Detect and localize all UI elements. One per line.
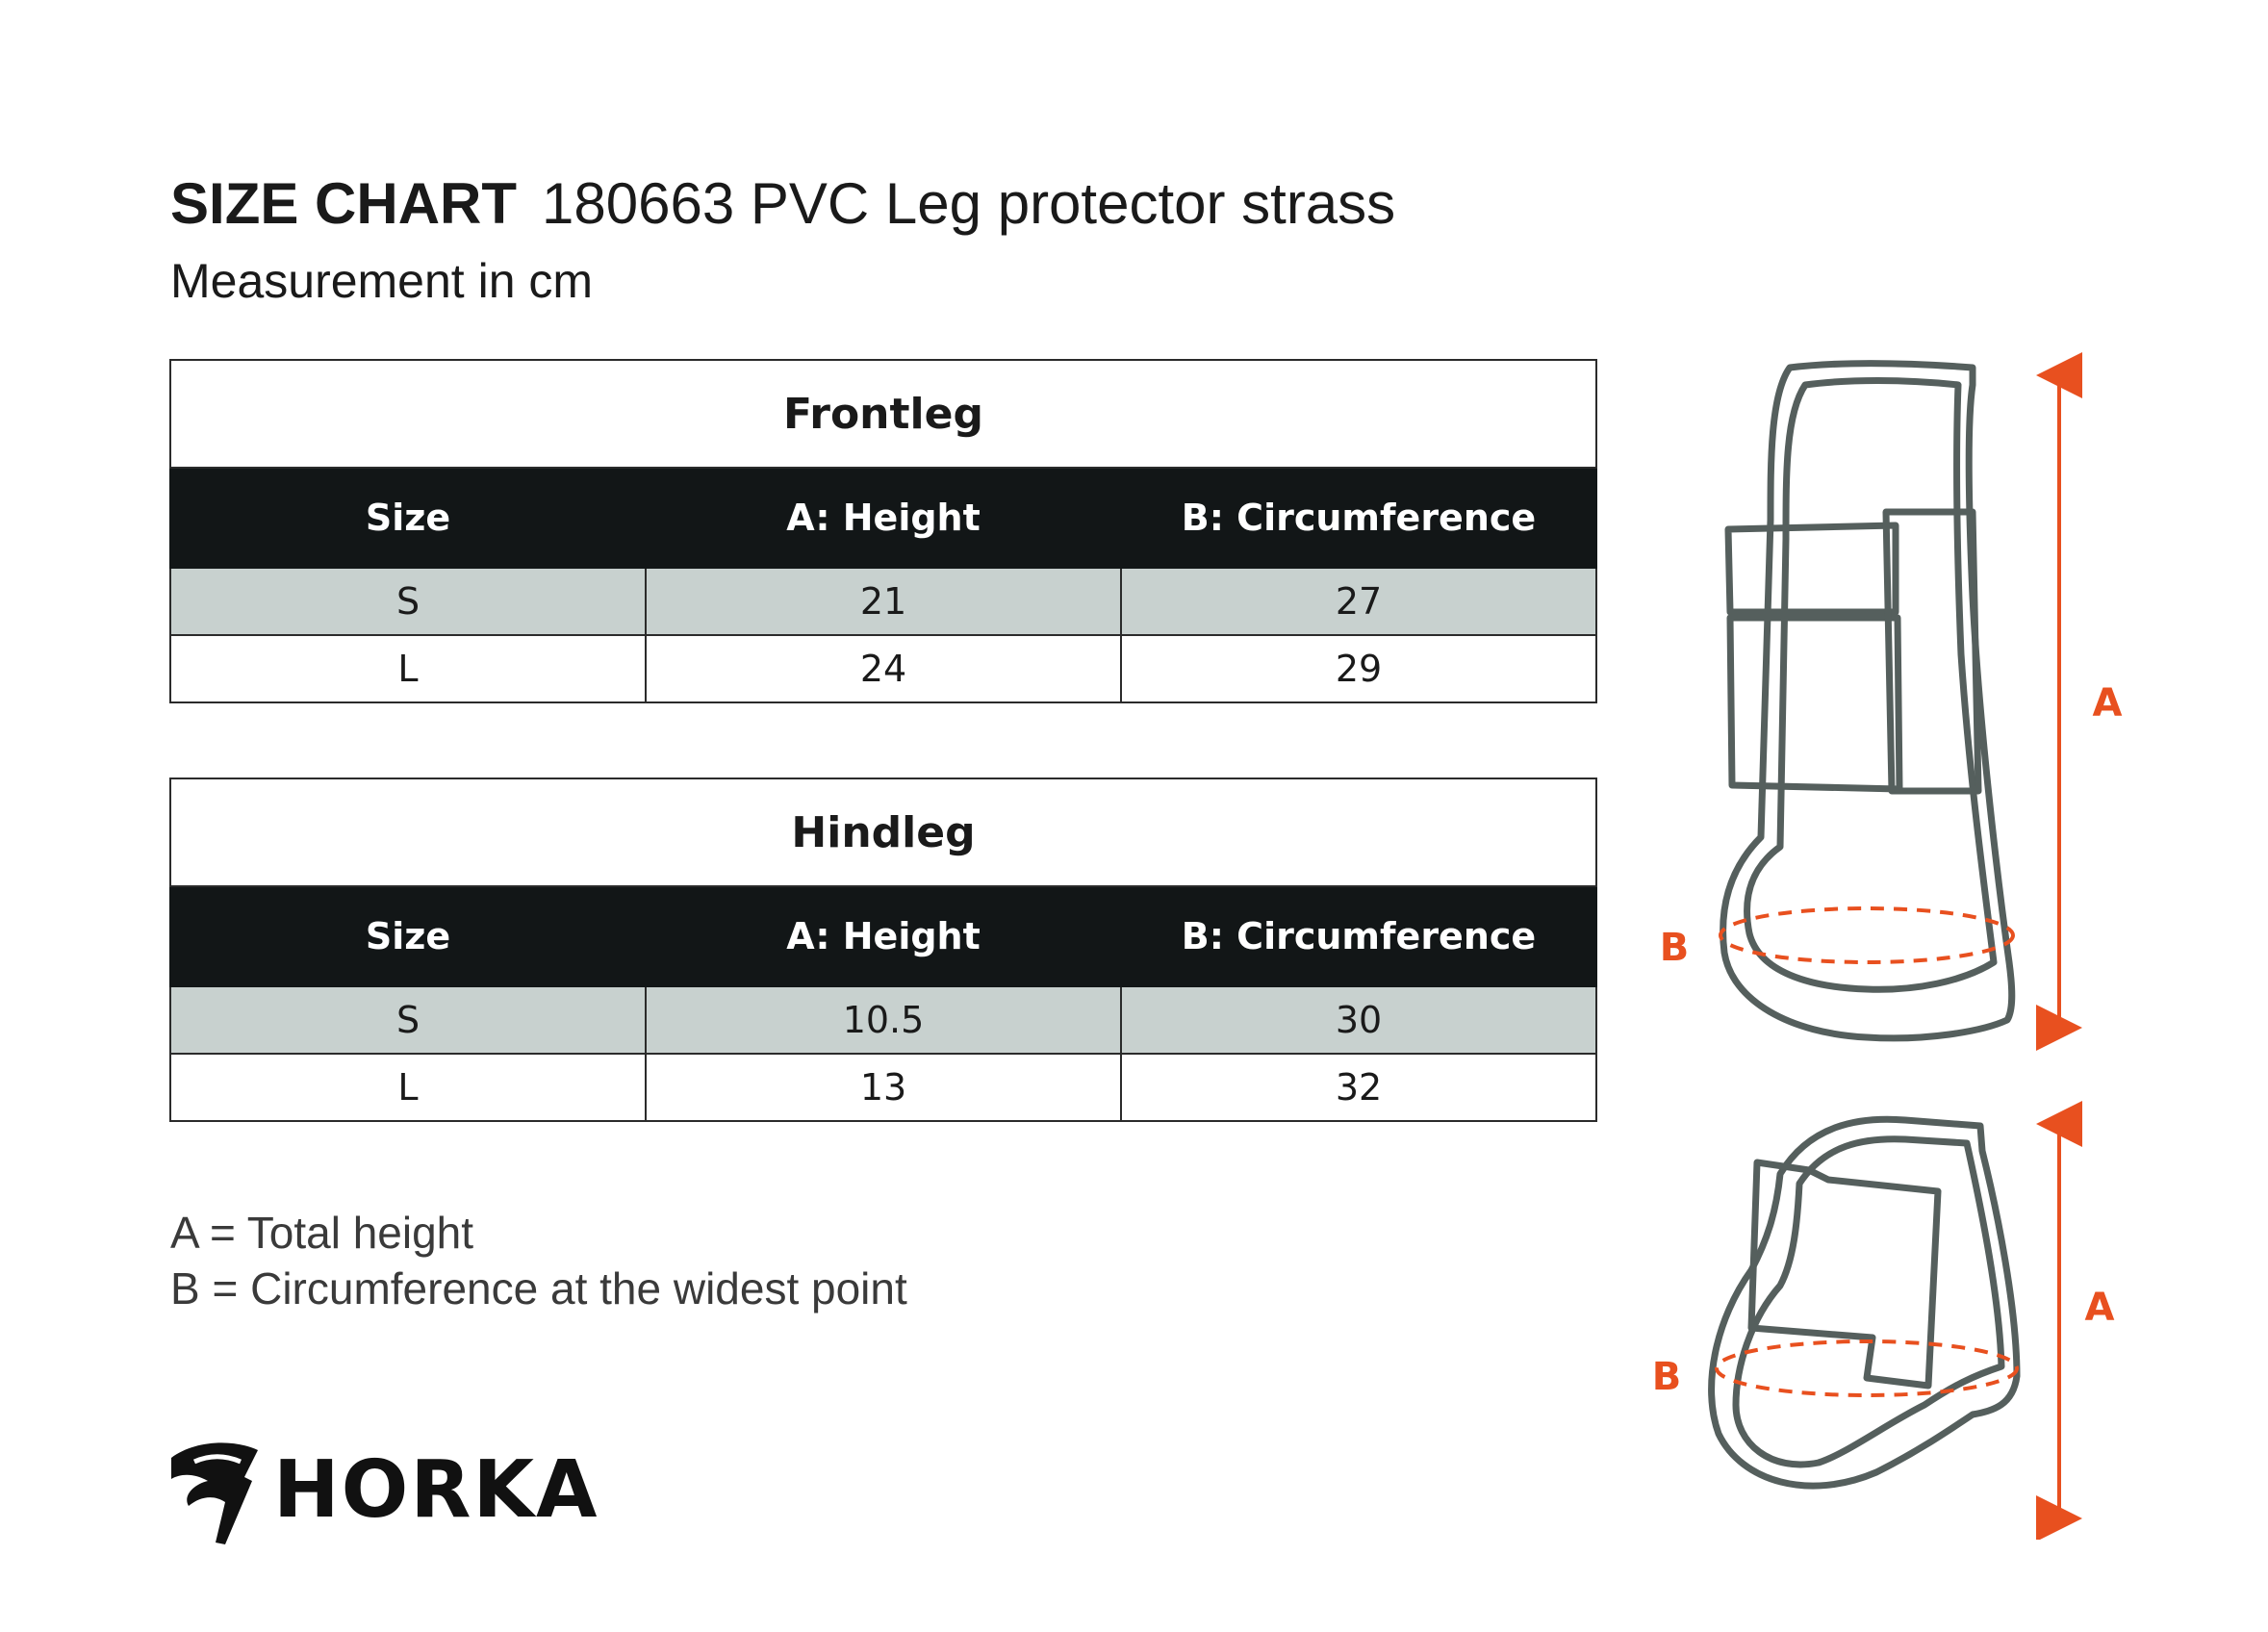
frontleg-circumference-marker bbox=[1720, 908, 2013, 962]
frontleg-label-b: B bbox=[1659, 926, 1690, 970]
table-caption: Hindleg bbox=[170, 778, 1596, 886]
horse-head-icon bbox=[166, 1439, 262, 1544]
hindleg-label-a: A bbox=[2084, 1286, 2115, 1330]
legend-text: = Circumference at the widest point bbox=[212, 1263, 907, 1313]
cell-size: L bbox=[170, 635, 646, 702]
column-header-size: Size bbox=[170, 468, 646, 568]
legend-text: = Total height bbox=[209, 1208, 474, 1258]
hindleg-boot-drawing bbox=[1712, 1119, 2017, 1486]
frontleg-table bbox=[169, 359, 1597, 703]
cell-size: L bbox=[170, 1054, 646, 1121]
legend-key: B bbox=[170, 1263, 200, 1313]
frontleg-boot-drawing bbox=[1723, 364, 2012, 1038]
hindleg-label-b: B bbox=[1651, 1355, 1682, 1399]
table-header-row bbox=[170, 468, 1596, 568]
column-header-circumference: B: Circumference bbox=[1121, 468, 1596, 568]
column-header-size: Size bbox=[170, 886, 646, 986]
measurement-legend bbox=[170, 1205, 907, 1316]
legend-item-b bbox=[170, 1261, 907, 1316]
cell-circumference: 29 bbox=[1121, 635, 1596, 702]
column-header-height: A: Height bbox=[646, 468, 1121, 568]
table-row bbox=[170, 1054, 1596, 1121]
legend-key: A bbox=[170, 1208, 198, 1258]
brand-logo bbox=[166, 1439, 599, 1544]
frontleg-label-a: A bbox=[2092, 681, 2123, 726]
cell-height: 13 bbox=[646, 1054, 1121, 1121]
page-title bbox=[170, 169, 1395, 239]
cell-size: S bbox=[170, 986, 646, 1054]
column-header-height: A: Height bbox=[646, 886, 1121, 986]
table-row bbox=[170, 635, 1596, 702]
table-header-row bbox=[170, 886, 1596, 986]
cell-circumference: 32 bbox=[1121, 1054, 1596, 1121]
leg-protector-diagram bbox=[1636, 346, 2175, 1540]
cell-circumference: 27 bbox=[1121, 568, 1596, 635]
cell-height: 21 bbox=[646, 568, 1121, 635]
cell-circumference: 30 bbox=[1121, 986, 1596, 1054]
column-header-circumference: B: Circumference bbox=[1121, 886, 1596, 986]
measurement-unit: Measurement in cm bbox=[170, 254, 594, 308]
table-row bbox=[170, 986, 1596, 1054]
table-caption: Frontleg bbox=[170, 360, 1596, 468]
product-name: 180663 PVC Leg protector strass bbox=[542, 171, 1396, 236]
brand-name: HORKA bbox=[273, 1444, 599, 1536]
cell-height: 10.5 bbox=[646, 986, 1121, 1054]
table-row bbox=[170, 568, 1596, 635]
hindleg-table bbox=[169, 778, 1597, 1122]
legend-item-a bbox=[170, 1205, 907, 1261]
title-label: SIZE CHART bbox=[170, 171, 517, 236]
cell-size: S bbox=[170, 568, 646, 635]
cell-height: 24 bbox=[646, 635, 1121, 702]
